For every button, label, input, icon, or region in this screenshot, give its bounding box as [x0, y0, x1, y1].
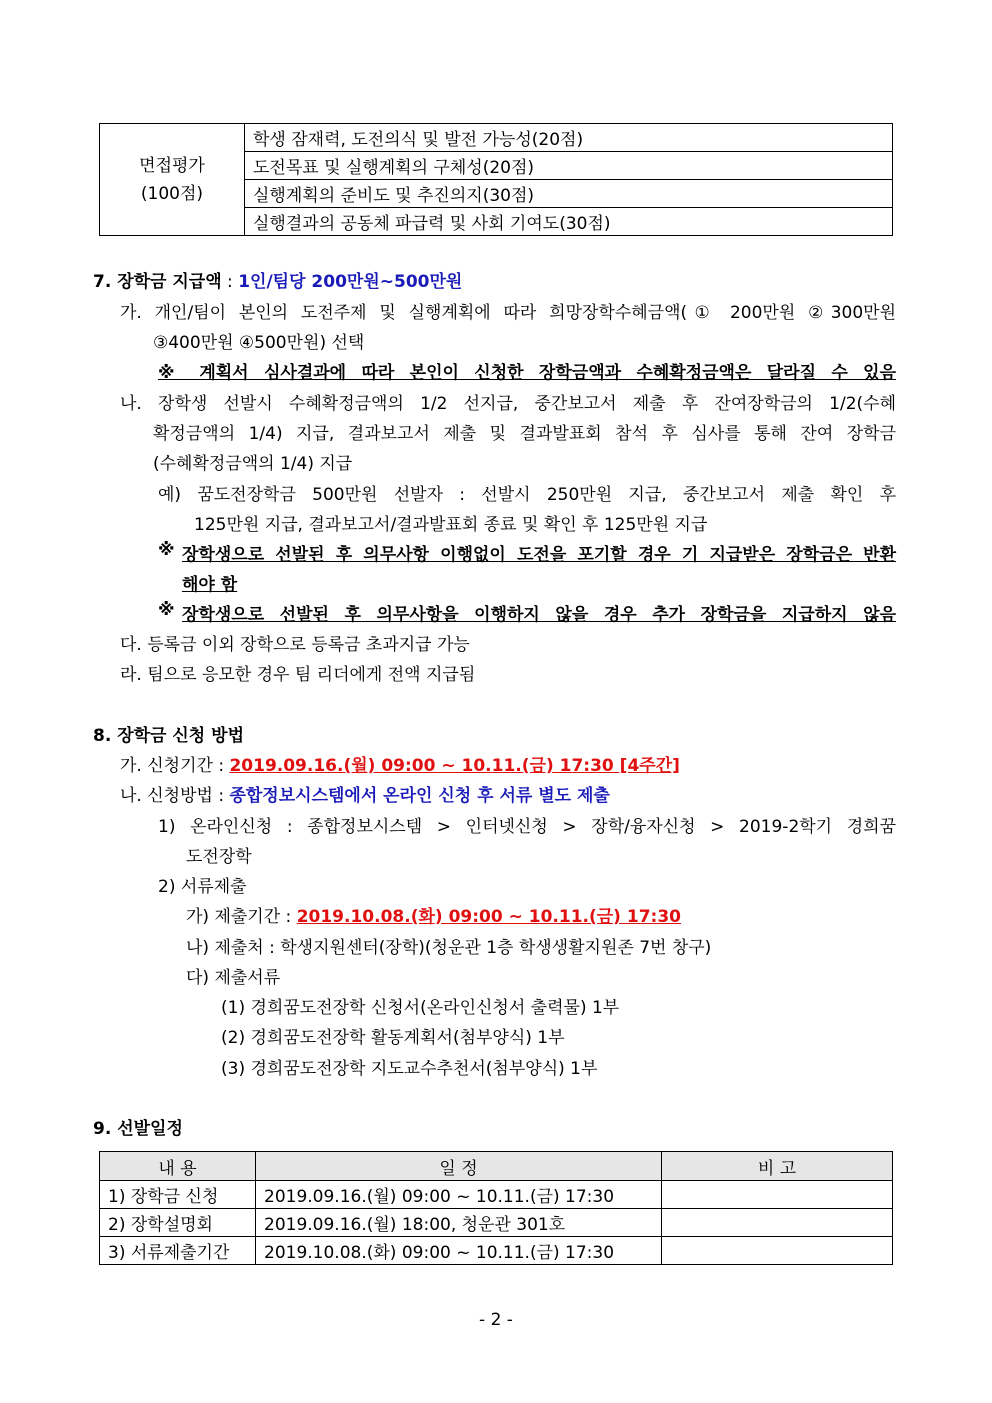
section7-ga-line1: 가. 개인/팀이 본인의 도전주제 및 실행계획에 따라 희망장학수혜금액(① 200만원 ②300만원 [120, 303, 896, 323]
schedule-cell-date: 2019.09.16.(월) 18:00, 청운관 301호 [256, 1209, 662, 1237]
schedule-header-date: 일 정 [256, 1152, 662, 1181]
eval-criterion: 실행결과의 공동체 파급력 및 사회 기여도(30점) [245, 208, 893, 236]
section8-submit-label: 가) 제출기간 : [186, 907, 297, 927]
eval-criterion: 도전목표 및 실행계획의 구체성(20점) [245, 152, 893, 180]
eval-criterion: 실행계획의 준비도 및 추진의지(30점) [245, 180, 893, 208]
section7-note2-line2: 해야 함 [182, 575, 238, 595]
section8-period-line [120, 751, 680, 776]
schedule-header-row [100, 1152, 893, 1181]
eval-criterion: 학생 잠재력, 도전의식 및 발전 가능성(20점) [245, 124, 893, 152]
schedule-cell-content: 1) 장학금 신청 [100, 1181, 256, 1209]
section7-na-line2: 확정금액의 1/4) 지급, 결과보고서 제출 및 결과발표회 참석 후 심사를 통해 잔여 장학금 [153, 424, 896, 444]
section7-note3: 장학생으로 선발된 후 의무사항을 이행하지 않을 경우 추가 장학금을 지급하지 않음 [182, 605, 896, 625]
section7-ra: 라. 팀으로 응모한 경우 팀 리더에게 전액 지급됨 [120, 665, 476, 685]
section7-example-line2: 125만원 지급, 결과보고서/결과발표회 종료 및 확인 후 125만원 지급 [194, 515, 708, 535]
schedule-table [99, 1151, 893, 1265]
section8-doc-item: (2) 경희꿈도전장학 활동계획서(첨부양식) 1부 [221, 1028, 565, 1048]
section7-example-line1: 예) 꿈도전장학금 500만원 선발자 : 선발시 250만원 지급, 중간보고서 제출 확인 후 [158, 485, 896, 505]
schedule-header-content: 내 용 [100, 1152, 256, 1181]
table-row [100, 1209, 893, 1237]
eval-points: (100점) [140, 183, 204, 204]
section8-doc-item: (1) 경희꿈도전장학 신청서(온라인신청서 출력물) 1부 [221, 998, 620, 1018]
section7-amount: 1인/팀당 200만원~500만원 [238, 272, 463, 292]
section8-doc-item: (3) 경희꿈도전장학 지도교수추천서(첨부양식) 1부 [221, 1059, 598, 1079]
schedule-cell-note [662, 1237, 893, 1265]
eval-label: 면접평가 [139, 155, 205, 176]
schedule-cell-date: 2019.09.16.(월) 09:00 ~ 10.11.(금) 17:30 [256, 1181, 662, 1209]
section8-period-label: 가. 신청기간 : [120, 756, 230, 776]
table-row [100, 1237, 893, 1265]
schedule-cell-note [662, 1209, 893, 1237]
section8-place: 나) 제출처 : 학생지원센터(장학)(청운관 1층 학생생활지원존 7번 창구) [186, 938, 712, 958]
section8-method-line [120, 781, 610, 806]
section7-sep: : [221, 272, 239, 292]
section7-heading: 7. 장학금 지급액 [93, 272, 222, 292]
section8-submit-period: 2019.10.08.(화) 09:00 ~ 10.11.(금) 17:30 [296, 907, 681, 927]
section8-method-label: 나. 신청방법 : [120, 786, 230, 806]
section8-method: 종합정보시스템에서 온라인 신청 후 서류 별도 제출 [229, 786, 610, 806]
evaluation-table [99, 123, 893, 236]
schedule-cell-note [662, 1181, 893, 1209]
schedule-cell-content: 3) 서류제출기간 [100, 1237, 256, 1265]
section7-da: 다. 등록금 이외 장학으로 등록금 초과지급 가능 [120, 635, 470, 655]
eval-label-cell [100, 124, 245, 236]
schedule-cell-content: 2) 장학설명회 [100, 1209, 256, 1237]
section7-note1: ※ 계획서 심사결과에 따라 본인이 신청한 장학금액과 수혜확정금액은 달라질 수 있음 [158, 363, 896, 383]
page-number: - 2 - [479, 1310, 513, 1330]
section7-heading-line [93, 267, 462, 292]
section8-heading: 8. 장학금 신청 방법 [93, 726, 244, 746]
section8-docs: 2) 서류제출 [158, 877, 247, 897]
section8-doc-list-label: 다) 제출서류 [186, 968, 281, 988]
section7-note3-mark: ※ [158, 600, 175, 620]
section9-heading: 9. 선발일정 [93, 1119, 183, 1139]
section7-note2-line1: 장학생으로 선발된 후 의무사항 이행없이 도전을 포기할 경우 기 지급받은 장학금은 반환 [182, 545, 896, 565]
section8-online-line2: 도전장학 [186, 847, 252, 867]
section7-ga-line2: ③400만원 ④500만원) 선택 [153, 333, 365, 353]
section8-submit-line [186, 902, 681, 927]
section7-note2-mark: ※ [158, 540, 175, 560]
section8-period: 2019.09.16.(월) 09:00 ~ 10.11.(금) 17:30 [4주간] [229, 756, 680, 776]
section8-online-line1: 1) 온라인신청 : 종합정보시스템 > 인터넷신청 > 장학/융자신청 > 2019-2학기 경희꿈 [158, 817, 896, 837]
section7-na-line1: 나. 장학생 선발시 수혜확정금액의 1/2 선지급, 중간보고서 제출 후 잔여장학금의 1/2(수혜 [120, 394, 896, 414]
table-row [100, 1181, 893, 1209]
schedule-cell-date: 2019.10.08.(화) 09:00 ~ 10.11.(금) 17:30 [256, 1237, 662, 1265]
schedule-header-note: 비 고 [662, 1152, 893, 1181]
section7-na-line3: (수혜확정금액의 1/4) 지급 [153, 454, 353, 474]
